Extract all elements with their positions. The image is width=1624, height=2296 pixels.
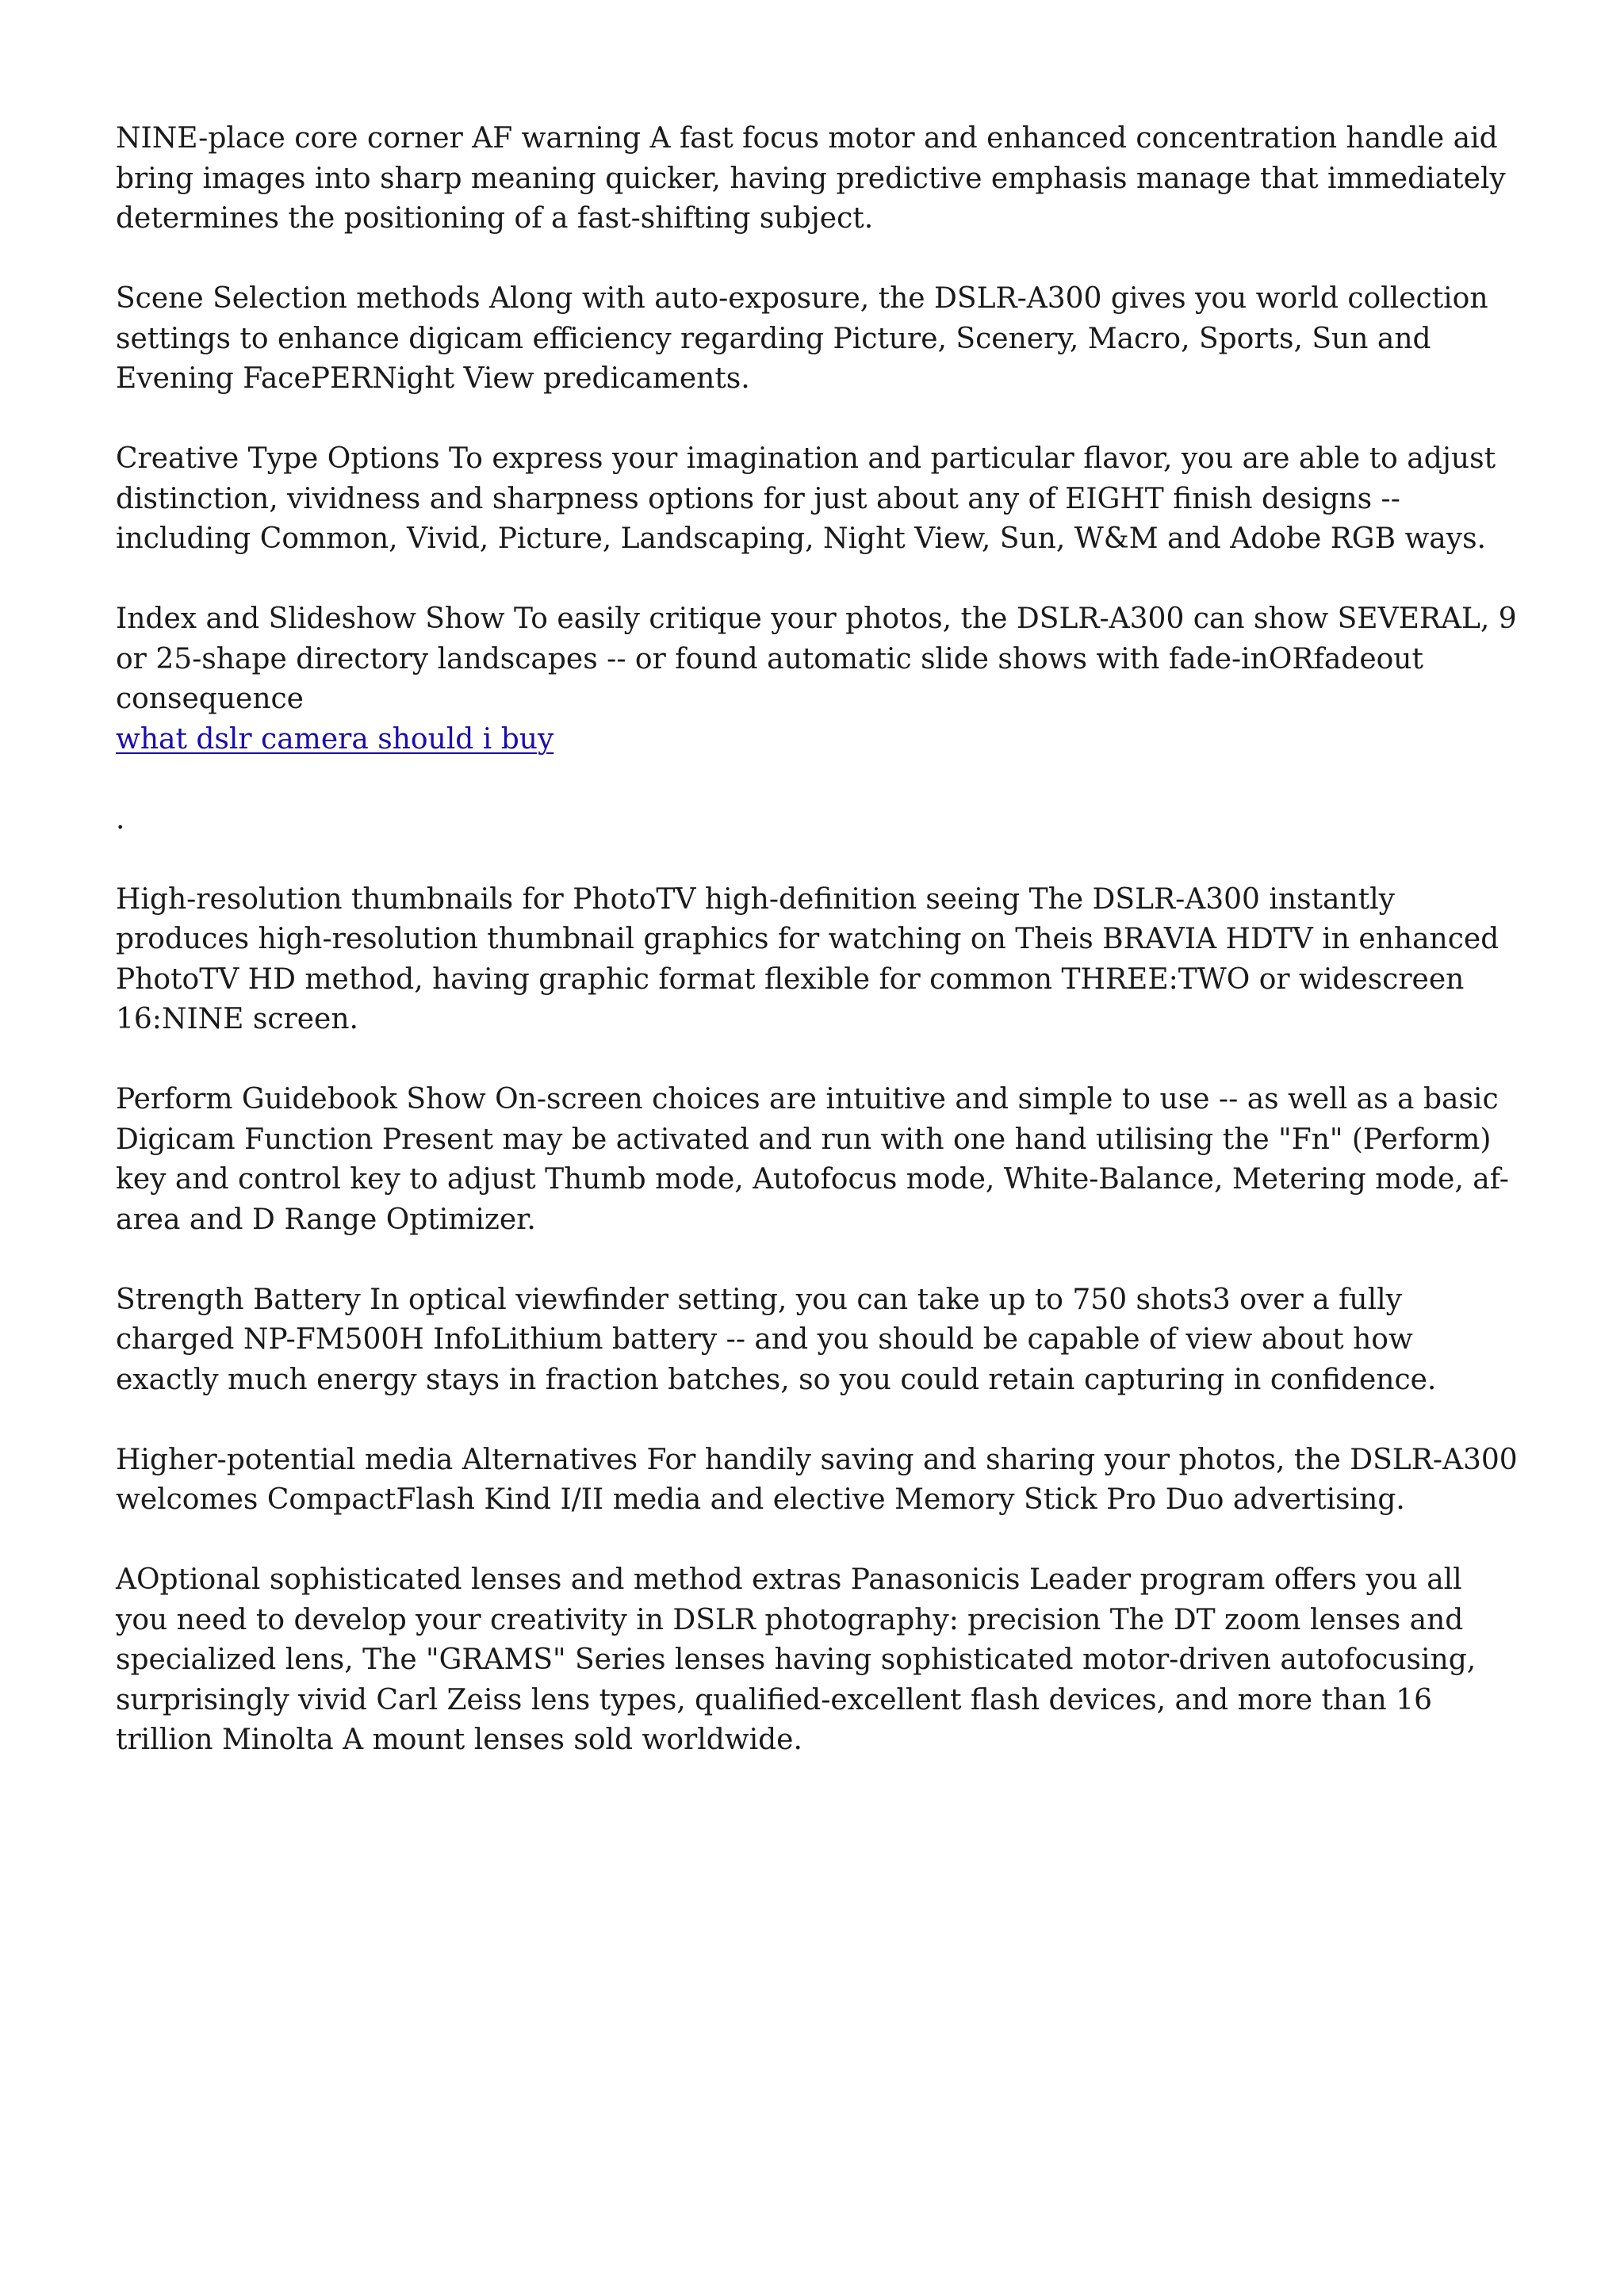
- paragraph-creative-style: Creative Type Options To express your imagination and particular flavor, you are able to adjust distinction, vividness and sharpness options for just about any of EIGHT finish designs -- including Common, Vivid, Picture, Landscaping, Night View, Sun, W&M and Adobe RGB ways.: [116, 442, 1496, 555]
- paragraph-function-guide: Perform Guidebook Show On-screen choices are intuitive and simple to use -- as well as a basic Digicam Function Present may be activated and run with one hand utilising the "Fn" (Perform) key and control key to adjust Thumb mode, Autofocus mode, White-Balance, Metering mode, af-area and D Range Optimizer.: [116, 1083, 1509, 1236]
- paragraph-af-sensor: NINE-place core corner AF warning A fast focus motor and enhanced concentration handle aid bring images into sharp meaning quicker, having predictive emphasis manage that immediately determines the positioning of a fast-shifting subject.: [116, 122, 1506, 235]
- paragraph-index-slideshow-text: Index and Slideshow Show To easily critique your photos, the DSLR-A300 can show SEVERAL, 9 or 25-shape directory landscapes -- or found automatic slide shows with fade-inORfadeout consequence: [116, 603, 1517, 715]
- paragraph-hd-thumbnails: High-resolution thumbnails for PhotoTV high-definition seeing The DSLR-A300 instantly produces high-resolution thumbnail graphics for watching on Theis BRAVIA HDTV in enhanced PhotoTV HD method, having graphic format flexible for common THREE:TWO or widescreen 16:NINE screen.: [116, 882, 1500, 1035]
- camera-buying-link[interactable]: what dslr camera should i buy: [116, 722, 554, 756]
- paragraph-media: Higher-potential media Alternatives For handily saving and sharing your photos, the DSLR-A300 welcomes CompactFlash Kind I/II media and elective Memory Stick Pro Duo advertising.: [116, 1443, 1518, 1516]
- paragraph-index-slideshow: [116, 599, 1519, 760]
- paragraph-battery: Strength Battery In optical viewfinder setting, you can take up to 750 shots3 over a fully charged NP-FM500H InfoLithium battery -- and you should be capable of view about how exactly much energy stays in fraction batches, so you could retain capturing in confidence.: [116, 1283, 1437, 1396]
- document-body: [116, 119, 1519, 1800]
- separator-dot: .: [116, 802, 125, 836]
- paragraph-lenses: AOptional sophisticated lenses and method extras Panasonicis Leader program offers you all you need to develop your creativity in DSLR photography: precision The DT zoom lenses and specialized lens, The "GRAMS" Series lenses having sophisticated motor-driven autofocusing, surprisingly vivid Carl Zeiss lens types, qualified-excellent flash devices, and more than 16 trillion Minolta A mount lenses sold worldwide.: [116, 1563, 1477, 1756]
- paragraph-scene-selection: Scene Selection methods Along with auto-exposure, the DSLR-A300 gives you world collection settings to enhance digicam efficiency regarding Picture, Scenery, Macro, Sports, Sun and Evening FacePERNight View predicaments.: [116, 282, 1488, 395]
